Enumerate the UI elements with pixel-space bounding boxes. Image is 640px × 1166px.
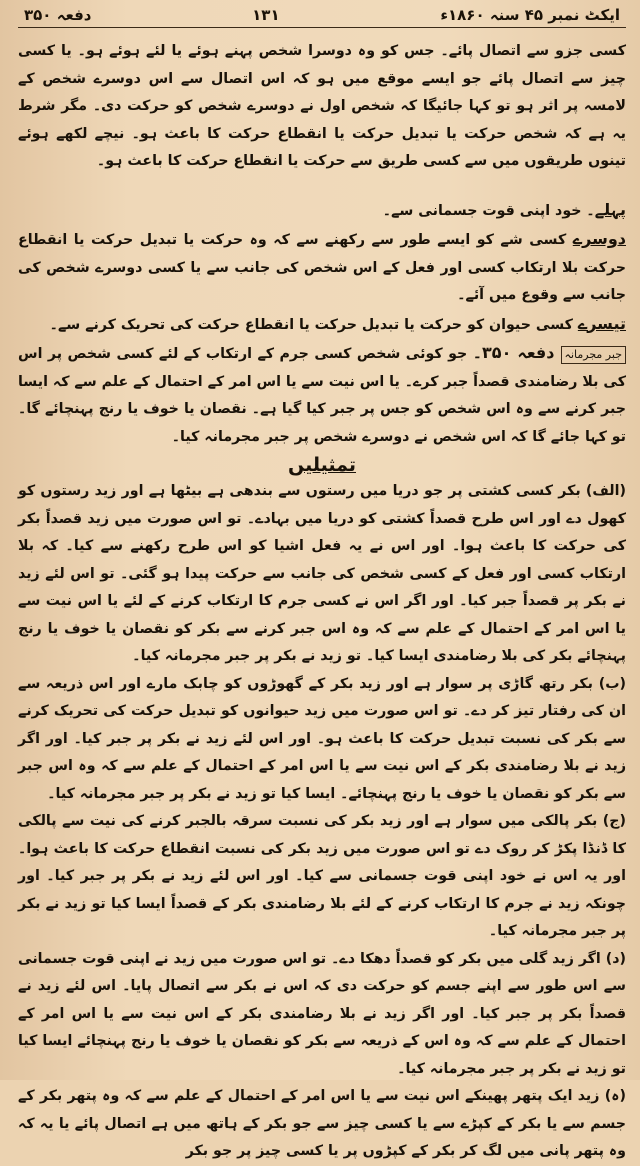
clause-first xyxy=(18,196,626,226)
running-header xyxy=(18,6,626,28)
clause-first-text: ۔ خود اپنی قوت جسمانی سے۔ xyxy=(382,202,595,219)
section-text: جو کوئی شخص کسی جرم کے ارتکاب کے لئے کسی شخص پر اس کی بلا رضامندی قصداً جبر کرے۔ یا اس نیت سے یا اس امر کے احتمال کے علم سے کہ ایسا جبر کرنے سے وہ اس شخص کو جس پر جبر کیا گیا ہے۔ نقصان یا خوف یا رنج پہنچائے گا۔ تو کہا جائے گا کہ اس شخص نے دوسرے شخص پر جبر مجرمانہ کیا۔ xyxy=(17,346,626,445)
illustration-d: (د) اگر زید گلی میں بکر کو قصداً دھکا دے۔ تو اس صورت میں زید نے اپنی قوت جسمانی سے اس طور سے اپنے جسم کو حرکت دی کہ اس نے بکر سے اتصال پایا۔ اس لئے زید نے قصداً بکر پر جبر کیا۔ اور اگر زید نے بلا رضامندی بکر کے اس نیت سے یا اس امر کے احتمال کے علم سے کہ وہ اس کے ذریعہ سے بکر کو نقصان یا خوف یا رنج پہنچائے ایسا کیا تو زید نے بکر پر جبر مجرمانہ کیا۔ xyxy=(18,950,626,1077)
clause-second xyxy=(18,225,626,310)
section-350 xyxy=(18,339,626,451)
clause-second-text: کسی شے کو ایسے طور سے رکھنے سے کہ وہ حرکت یا تبدیل حرکت یا انقطاع حرکت بلا ارتکاب کسی اور فعل کے اس شخص کی جانب سے یا کسی دوسرے شخص کی جانب سے وقوع میں آئے۔ xyxy=(18,232,626,303)
clause-first-label: پہلے xyxy=(594,199,626,219)
illustration-c: (ج) بکر پالکی میں سوار ہے اور زید بکر کی نسبت سرقہ بالجبر کرنے کی نیت سے پالکی کا ڈنڈا پکڑ کر روک دے تو اس صورت میں زید بکر کی نسبت انقطاع حرکت کا باعث ہوا۔ اور یہ اس نے خود اپنی قوت جسمانی سے کیا۔ اور اس لئے زید نے بکر پر جبر کیا۔ اور چونکہ زید نے جرم کا ارتکاب کرنے کے لئے بلا رضامندی بکر کے قصداً ایسا کیا تو زید نے بکر پر جبر مجرمانہ کیا۔ xyxy=(18,813,626,939)
section-reference: دفعہ ۳۵۰ xyxy=(24,6,92,24)
illustration-e: (ہ) زید ایک پتھر پھینکے اس نیت سے یا اس امر کے احتمال کے علم سے کہ وہ پتھر بکر کے جسم سے یا بکر کے کپڑے سے یا کسی چیز سے جو بکر کے ہاتھ میں ہے اتصال پائے یا یہ کہ وہ پتھر پانی میں لگ کر بکر کے کپڑوں پر یا کسی چیز پر جو بکر xyxy=(18,1088,626,1159)
section-title: دفعہ ۳۵۰۔ xyxy=(472,343,555,362)
illustration-b: (ب) بکر رتھ گاڑی پر سوار ہے اور زید بکر کے گھوڑوں کو چابک مارے اور اس ذریعہ سے ان کی رفتار تیز کر دے۔ تو اس صورت میں زید حیوانوں کو تبدیل حرکت کی تحریک کرنے سے بکر کی نسبت تبدیل حرکت کا باعث ہو۔ اور اس لئے زید نے بکر پر جبر کیا۔ اور اگر زید نے بلا رضامندی بکر کے اس نیت سے یا اس امر کے احتمال کے علم سے کہ وہ اس جبر سے بکر کو نقصان یا خوف یا رنج پہنچائے۔ ایسا کیا تو زید نے بکر پر جبر مجرمانہ کیا۔ xyxy=(18,675,626,802)
illustrations-heading: تمثیلیں xyxy=(288,454,356,476)
clause-second-label: دوسرے xyxy=(572,229,626,248)
clause-third-label: تیسرے xyxy=(577,313,626,333)
page-body xyxy=(18,28,626,1166)
act-reference: ایکٹ نمبر ۴۵ سنہ ۱۸۶۰ء xyxy=(440,6,620,24)
page-number: ۱۳۱ xyxy=(252,6,280,24)
intro-paragraph: کسی جزو سے اتصال پائے۔ جس کو وہ دوسرا شخص پہنے ہوئے یا لئے ہوئے ہو۔ یا کسی چیز سے اتصال پائے جو ایسے موقع میں ہو کہ اس اتصال سے اس دوسرے شخص کے لامسہ پر اثر ہو تو کہا جائیگا کہ شخص اول نے دوسرے شخص کو حرکت دی۔ مگر شرط یہ ہے کہ شخص حرکت یا تبدیل حرکت یا انقطاع حرکت کا باعث ہو۔ نیچے لکھے ہوئے تینوں طریقوں میں سے کسی طریق سے حرکت یا انقطاع حرکت کا باعث ہو۔ xyxy=(18,43,626,169)
clause-third-text: کسی حیوان کو حرکت یا تبدیل حرکت یا انقطاع حرکت کی تحریک کرنے سے۔ xyxy=(49,316,578,333)
illustration-a: (الف) بکر کسی کشتی پر جو دریا میں رستوں سے بندھی ہے بیٹھا ہے اور زید رستوں کو کھول دے اور اس طرح قصداً کشتی کو دریا میں بہادے۔ تو اس صورت میں زید قصداً بکر کی حرکت کا باعث ہوا۔ اور اس نے یہ فعل اشیا کو اس طرح رکھنے سے کیا۔ کہ بلا ارتکاب کسی اور فعل کے کسی شخص کی جانب سے حرکت پیدا ہو گئی۔ تو اس لئے زید نے بکر پر قصداً جبر کیا۔ اور اگر اس نے کسی جرم کا ارتکاب کرنے کے لئے یا اس نیت سے یا اس امر کے احتمال کے علم سے کہ وہ اس جبر کرنے سے بکر کو نقصان یا خوف یا رنج پہنچائے بکر کی بلا رضامندی ایسا کیا۔ تو زید نے بکر پر جبر مجرمانہ کیا۔ xyxy=(18,483,626,664)
clause-third xyxy=(18,310,626,340)
margin-label: جبر مجرمانہ xyxy=(561,346,627,364)
spacer xyxy=(18,176,626,196)
